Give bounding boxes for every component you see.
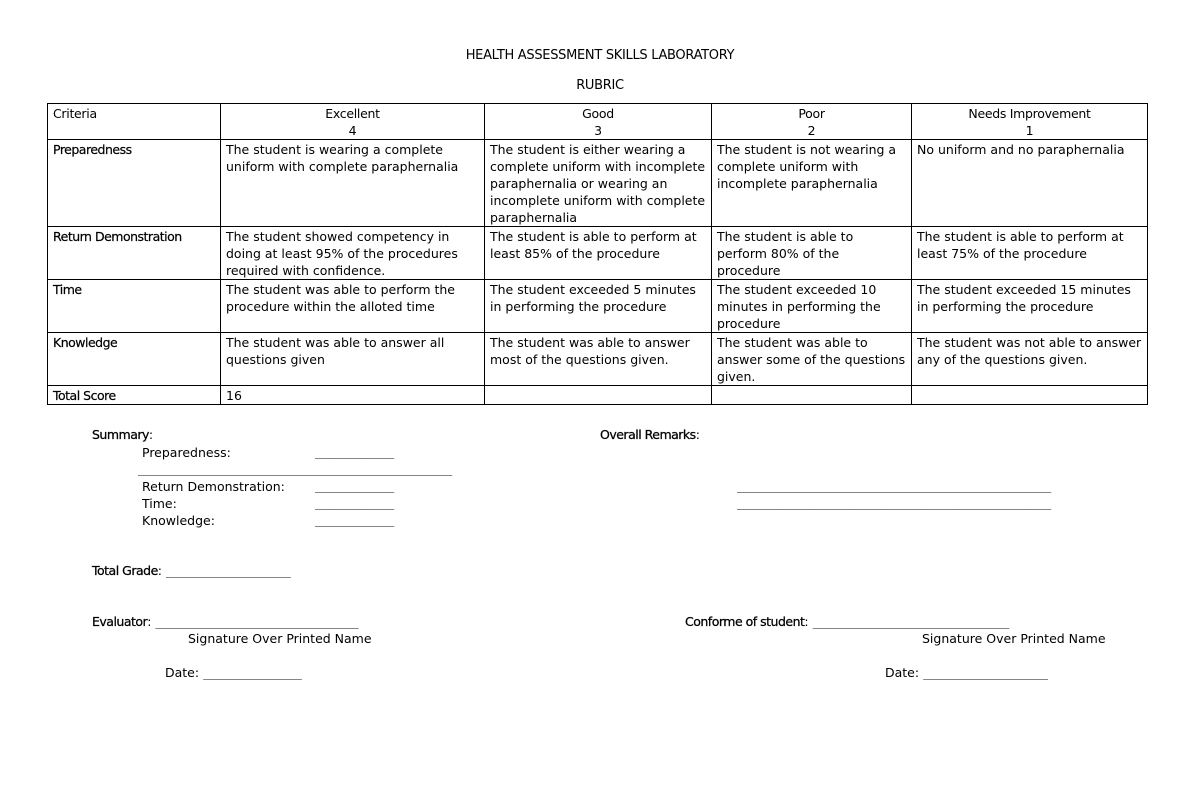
header-excellent: Excellent 4 <box>221 104 485 140</box>
rubric-cell: No uniform and no paraphernalia <box>912 140 1148 227</box>
rubric-cell: The student was able to answer most of the questions given. <box>485 333 712 386</box>
conforme-blank[interactable]: ______________________________ <box>812 614 1009 629</box>
summary-item-time: Time: <box>142 496 177 511</box>
page-subtitle: RUBRIC <box>576 78 624 93</box>
conforme-date: Date: ___________________ <box>885 665 1048 680</box>
rubric-cell: The student is wearing a complete uniform with complete paraphernalia <box>221 140 485 227</box>
rubric-cell: The student was able to answer all questions given <box>221 333 485 386</box>
header-poor: Poor 2 <box>712 104 912 140</box>
header-criteria: Criteria <box>48 104 221 140</box>
page-title: HEALTH ASSESSMENT SKILLS LABORATORY <box>465 48 735 63</box>
summary-item-knowledge: Knowledge: <box>142 513 215 528</box>
table-row <box>48 333 1148 386</box>
evaluator-date-blank[interactable]: _______________ <box>203 665 301 680</box>
rubric-cell: The student is either wearing a complete uniform with incomplete paraphernalia or wearing an incomplete uniform with complete paraphernalia <box>485 140 712 227</box>
summary-item-return-demonstration: Return Demonstration: <box>142 479 285 494</box>
total-score-value <box>712 386 912 405</box>
rubric-cell: The student is able to perform at least 75% of the procedure <box>912 227 1148 280</box>
header-needs-improvement: Needs Improvement 1 <box>912 104 1148 140</box>
conforme-date-blank[interactable]: ___________________ <box>923 665 1048 680</box>
knowledge-blank[interactable]: ____________ <box>315 512 394 527</box>
total-score-value: 16 <box>221 386 485 405</box>
rubric-table <box>47 103 1148 405</box>
rubric-cell: The student is not wearing a complete uniform with incomplete paraphernalia <box>712 140 912 227</box>
total-grade-blank[interactable]: ___________________ <box>165 563 290 578</box>
preparedness-blank[interactable]: ____________ <box>315 444 394 459</box>
total-score-value <box>485 386 712 405</box>
rubric-cell: The student showed competency in doing at least 95% of the procedures required with confidence. <box>221 227 485 280</box>
criterion-cell: Preparedness <box>48 140 221 227</box>
overall-remarks-blank-1[interactable]: ________________________________________________ <box>737 478 1051 493</box>
total-grade: Total Grade: ___________________ <box>92 563 290 578</box>
rubric-cell: The student is able to perform at least 85% of the procedure <box>485 227 712 280</box>
evaluator-line: Evaluator: _______________________________ <box>92 614 358 629</box>
rubric-cell: The student was not able to answer any of the questions given. <box>912 333 1148 386</box>
rubric-cell: The student exceeded 15 minutes in performing the procedure <box>912 280 1148 333</box>
total-score-label: Total Score <box>48 386 221 405</box>
header-good: Good 3 <box>485 104 712 140</box>
return-demonstration-blank[interactable]: ____________ <box>315 478 394 493</box>
evaluator-date: Date: _______________ <box>165 665 301 680</box>
rubric-cell: The student was able to perform the procedure within the alloted time <box>221 280 485 333</box>
header-row <box>48 104 1148 140</box>
time-blank[interactable]: ____________ <box>315 495 394 510</box>
summary-item-preparedness: Preparedness: <box>142 445 231 460</box>
table-row <box>48 140 1148 227</box>
rubric-cell: The student is able to perform 80% of the procedure <box>712 227 912 280</box>
criterion-cell: Return Demonstration <box>48 227 221 280</box>
criterion-cell: Knowledge <box>48 333 221 386</box>
rubric-cell: The student exceeded 10 minutes in performing the procedure <box>712 280 912 333</box>
evaluator-blank[interactable]: _______________________________ <box>155 614 358 629</box>
rubric-cell: The student was able to answer some of the questions given. <box>712 333 912 386</box>
total-score-value <box>912 386 1148 405</box>
conforme-line: Conforme of student: ______________________________ <box>685 614 1009 629</box>
overall-remarks-heading: Overall Remarks: <box>600 427 700 442</box>
criterion-cell: Time <box>48 280 221 333</box>
summary-heading: Summary: <box>92 427 154 442</box>
evaluator-caption: Signature Over Printed Name <box>188 631 372 646</box>
summary-long-blank[interactable]: ________________________________________________ <box>138 461 452 476</box>
rubric-cell: The student exceeded 5 minutes in performing the procedure <box>485 280 712 333</box>
overall-remarks-blank-2[interactable]: ________________________________________________ <box>737 495 1051 510</box>
total-score-row <box>48 386 1148 405</box>
conforme-caption: Signature Over Printed Name <box>922 631 1106 646</box>
table-row <box>48 227 1148 280</box>
table-row <box>48 280 1148 333</box>
